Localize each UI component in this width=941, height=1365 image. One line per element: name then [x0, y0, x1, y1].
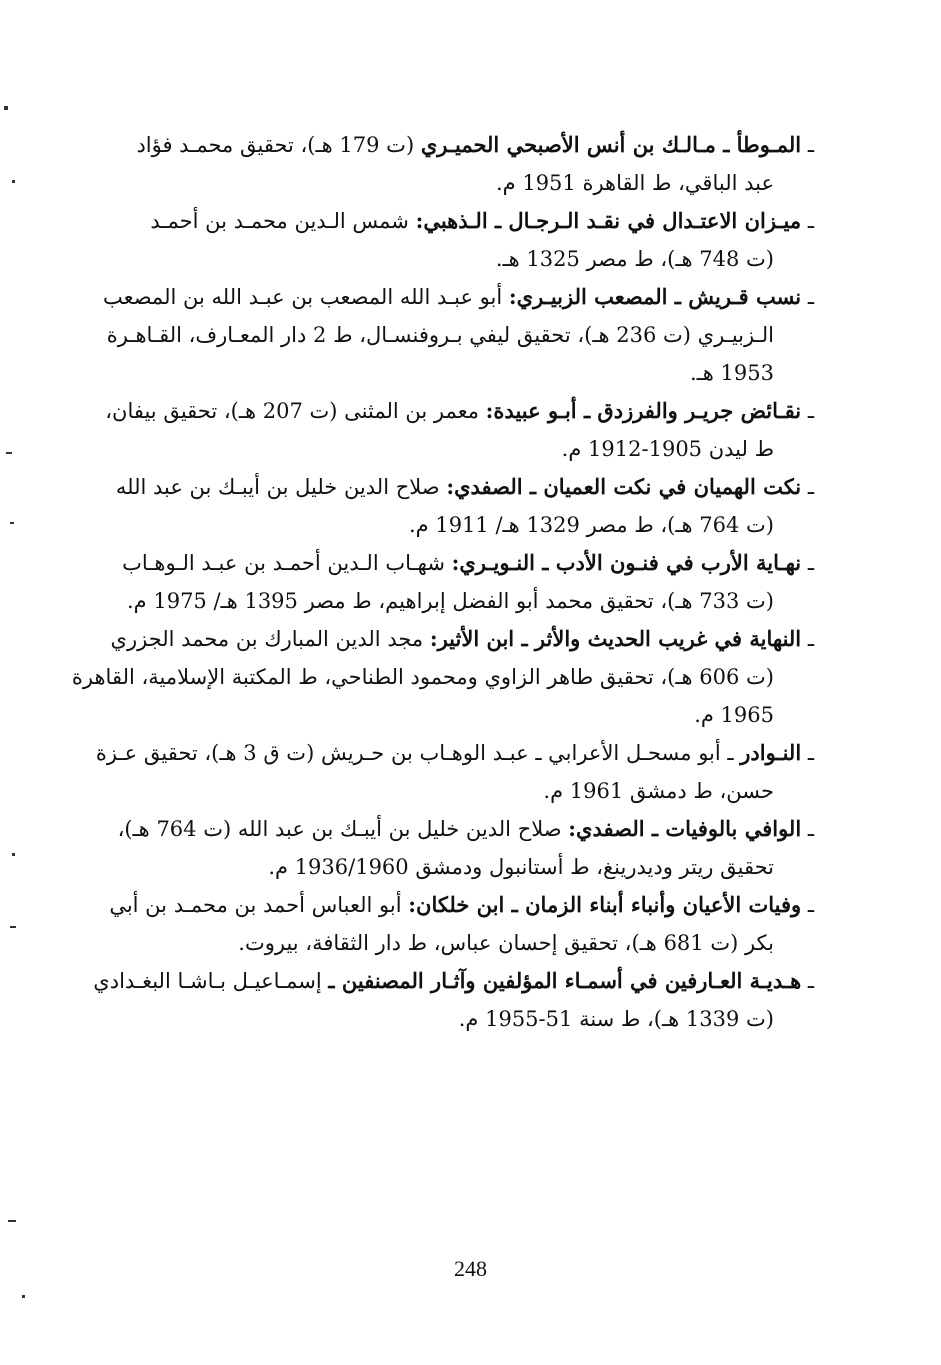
entry-continuation: بكر (ت 681 هـ)، تحقيق إحسان عباس، ط دار الثقافة، بيروت.	[238, 931, 774, 955]
bibliography-entry: ـ نهـاية الأرب في فنـون الأدب ـ النـويـري: شهـاب الـدين أحمـد بن عبـد الـوهـاب (ت 733 هـ)، تحقيق محمد أبو الفضل إبراهيم، ط مصر 1395 هـ/ 1975 م.	[74, 544, 814, 620]
scan-speck	[8, 1220, 16, 1222]
bibliography-entry: ـ نسب قـريش ـ المصعب الزبيـري: أبو عبـد الله المصعب بن عبـد الله بن المصعب الـزبيـري (ت 236 هـ)، تحقيق ليفي بـروفنسـال، ط 2 دار المعـارف، القـاهـرة 1953 هـ.	[74, 278, 814, 392]
entry-details: شهـاب الـدين أحمـد بن عبـد الـوهـاب	[122, 551, 452, 575]
scan-speck	[6, 452, 12, 454]
scan-speck	[10, 522, 14, 524]
page-number: 248	[454, 1256, 487, 1281]
entry-details: مجد الدين المبارك بن محمد الجزري	[110, 627, 430, 651]
bibliography-entry: ـ النـوادر ـ أبو مسحـل الأعرابي ـ عبـد الوهـاب بن حـريش (ت ق 3 هـ)، تحقيق عـزة حسن، ط دمشق 1961 م.	[74, 734, 814, 810]
entry-continuation: (ت 606 هـ)، تحقيق طاهر الزاوي ومحمود الطناحي، ط المكتبة الإسلامية، القاهرة	[71, 665, 774, 689]
bibliography-entry: ـ وفيات الأعيان وأنباء أبناء الزمان ـ ابن خلكان: أبو العباس أحمد بن محمـد بن أبي بكر (ت 681 هـ)، تحقيق إحسان عباس، ط دار الثقافة، بيروت.	[74, 886, 814, 962]
entry-details: صلاح الدين خليل بن أيبـك بن عبد الله	[115, 475, 447, 499]
entry-title: الوافي بالوفيات ـ الصفدي:	[568, 816, 802, 841]
entry-details: أبو العباس أحمد بن محمـد بن أبي	[109, 893, 409, 917]
entry-details: ـ أبو مسحـل الأعرابي ـ عبـد الوهـاب بن حـريش (ت ق 3 هـ)، تحقيق عـزة	[95, 741, 741, 765]
entry-title: ميـزان الاعتـدال في نقـد الـرجـال ـ الـذهبي:	[415, 208, 802, 233]
entry-continuation: (ت 1339 هـ)، ط سنة 51-1955 م.	[458, 1007, 774, 1031]
scan-speck	[12, 180, 15, 183]
bibliography-list	[71, 126, 814, 1038]
entry-continuation: 1953 هـ.	[689, 361, 774, 385]
entry-continuation: الـزبيـري (ت 236 هـ)، تحقيق ليفي بـروفنسـال، ط 2 دار المعـارف، القـاهـرة	[106, 323, 774, 347]
bibliography-entry: ـ النهاية في غريب الحديث والأثر ـ ابن الأثير: مجد الدين المبارك بن محمد الجزري (ت 606 هـ)، تحقيق طاهر الزاوي ومحمود الطناحي، ط المكتبة الإسلامية، القاهرة 1965 م.	[74, 620, 814, 734]
entry-title: نهـاية الأرب في فنـون الأدب ـ النـويـري:	[451, 550, 802, 575]
entry-continuation: 1965 م.	[694, 703, 774, 727]
entry-title: نكت الهميان في نكت العميان ـ الصفدي:	[446, 474, 802, 499]
entry-continuation: حسن، ط دمشق 1961 م.	[543, 779, 774, 803]
bibliography-entry: ـ نكت الهميان في نكت العميان ـ الصفدي: صلاح الدين خليل بن أيبـك بن عبد الله (ت 764 هـ)، ط مصر 1329 هـ/ 1911 م.	[74, 468, 814, 544]
bibliography-entry: ـ الوافي بالوفيات ـ الصفدي: صلاح الدين خليل بن أيبـك بن عبد الله (ت 764 هـ)، تحقيق ريتر وديدرينغ، ط أستانبول ودمشق 1936/1960 م.	[74, 810, 814, 886]
entry-details: أبو عبـد الله المصعب بن عبـد الله بن المصعب	[102, 285, 509, 309]
entry-details: صلاح الدين خليل بن أيبـك بن عبد الله (ت 764 هـ)،	[117, 817, 569, 841]
entry-details: معمر بن المثنى (ت 207 هـ)، تحقيق بيفان،	[105, 399, 486, 423]
bibliography-entry: ـ المـوطأ ـ مـالـك بن أنس الأصبحي الحميـري (ت 179 هـ)، تحقيق محمـد فؤاد عبد الباقي، ط القاهرة 1951 م.	[74, 126, 814, 202]
entry-details: إسمـاعيـل بـاشـا البغـدادي	[93, 969, 329, 993]
entry-title: وفيات الأعيان وأنباء أبناء الزمان ـ ابن خلكان:	[408, 892, 802, 917]
entry-continuation: (ت 748 هـ)، ط مصر 1325 هـ.	[495, 247, 774, 271]
entry-details: (ت 179 هـ)، تحقيق محمـد فؤاد	[136, 133, 421, 157]
scan-speck	[10, 926, 16, 928]
scan-speck	[22, 1295, 25, 1298]
entry-title: المـوطأ ـ مـالـك بن أنس الأصبحي الحميـري	[420, 132, 802, 157]
entry-title: نقـائض جريـر والفرزدق ـ أبـو عبيدة:	[485, 398, 802, 423]
entry-continuation: عبد الباقي، ط القاهرة 1951 م.	[495, 171, 774, 195]
entry-continuation: تحقيق ريتر وديدرينغ، ط أستانبول ودمشق 1936/1960 م.	[268, 855, 774, 879]
scan-speck	[4, 106, 8, 110]
bibliography-entry: ـ نقـائض جريـر والفرزدق ـ أبـو عبيدة: معمر بن المثنى (ت 207 هـ)، تحقيق بيفان، ط ليدن 1905-1912 م.	[74, 392, 814, 468]
bibliography-entry: ـ ميـزان الاعتـدال في نقـد الـرجـال ـ الـذهبي: شمس الـدين محمـد بن أحمـد (ت 748 هـ)، ط مصر 1325 هـ.	[74, 202, 814, 278]
entry-continuation: (ت 764 هـ)، ط مصر 1329 هـ/ 1911 م.	[408, 513, 774, 537]
bibliography-entry: ـ هـديـة العـارفين في أسمـاء المؤلفين وآثـار المصنفين ـ إسمـاعيـل بـاشـا البغـدادي (ت 1339 هـ)، ط سنة 51-1955 م.	[74, 962, 814, 1038]
entry-title: النهاية في غريب الحديث والأثر ـ ابن الأثير:	[429, 626, 802, 651]
entry-title: هـديـة العـارفين في أسمـاء المؤلفين وآثـار المصنفين ـ	[328, 968, 802, 993]
scan-speck	[12, 853, 15, 856]
entry-details: شمس الـدين محمـد بن أحمـد	[150, 209, 416, 233]
entry-continuation: (ت 733 هـ)، تحقيق محمد أبو الفضل إبراهيم، ط مصر 1395 هـ/ 1975 م.	[126, 589, 774, 613]
entry-title: نسب قـريش ـ المصعب الزبيـري:	[508, 284, 802, 309]
entry-title: النـوادر	[740, 740, 802, 765]
entry-continuation: ط ليدن 1905-1912 م.	[561, 437, 774, 461]
